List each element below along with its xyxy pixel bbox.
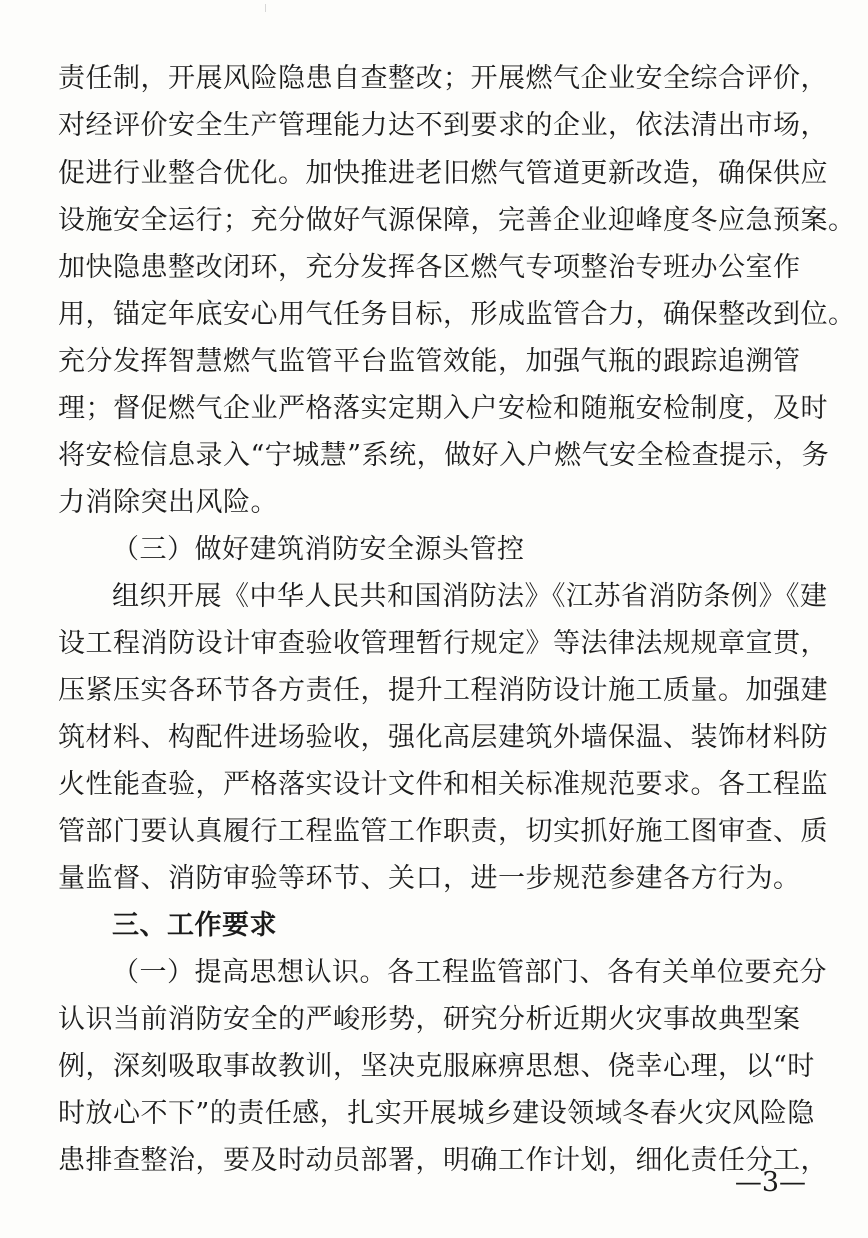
paragraph-line: 火性能查验，严格落实设计文件和相关标准规范要求。各工程监: [58, 769, 828, 800]
paragraph-line: 管部门要认真履行工程监管工作职责，切实抓好施工图审查、质: [58, 816, 828, 847]
paragraph-line: 时放心不下”的责任感，扎实开展城乡建设领域冬春火灾风险隐: [58, 1098, 815, 1129]
paragraph-line: 组织开展《中华人民共和国消防法》《江苏省消防条例》《建: [112, 581, 828, 612]
paragraph-line: 加快隐患整改闭环，充分发挥各区燃气专项整治专班办公室作: [58, 252, 801, 283]
paragraph-line: 量监督、消防审验等环节、关口，进一步规范参建各方行为。: [58, 863, 801, 894]
paragraph-line: 设工程消防设计审查验收管理暂行规定》等法律法规规章宣贯，: [58, 628, 828, 659]
paragraph-line: 压紧压实各环节各方责任，提升工程消防设计施工质量。加强建: [58, 675, 828, 706]
paragraph-line: 认识当前消防安全的严峻形势，研究分析近期火灾事故典型案: [58, 1004, 801, 1035]
scan-mark: [265, 4, 266, 12]
paragraph-line: 充分发挥智慧燃气监管平台监管效能，加强气瓶的跟踪追溯管: [58, 346, 801, 377]
paragraph-line: 促进行业整合优化。加快推进老旧燃气管道更新改造，确保供应: [58, 158, 828, 189]
paragraph-line: 设施安全运行；充分做好气源保障，完善企业迎峰度冬应急预案。: [58, 205, 856, 236]
page-number: —3—: [734, 1167, 806, 1198]
paragraph-line: 责任制，开展风险隐患自查整改；开展燃气企业安全综合评价，: [58, 63, 828, 94]
paragraph-line: 对经评价安全生产管理能力达不到要求的企业，依法清出市场，: [58, 110, 828, 141]
paragraph-line: 用，锚定年底安心用气任务目标，形成监管合力，确保整改到位。: [58, 299, 856, 330]
paragraph-line: 理；督促燃气企业严格落实定期入户安检和随瓶安检制度，及时: [58, 393, 828, 424]
paragraph-line: 患排查整治，要及时动员部署，明确工作计划，细化责任分工，: [58, 1145, 828, 1176]
paragraph-line: 例，深刻吸取事故教训，坚决克服麻痹思想、侥幸心理，以“时: [58, 1051, 815, 1082]
section-subheading: （三）做好建筑消防安全源头管控: [112, 534, 525, 565]
paragraph-line: （一）提高思想认识。各工程监管部门、各有关单位要充分: [112, 957, 827, 988]
section-heading: 三、工作要求: [112, 910, 277, 941]
paragraph-line: 将安检信息录入“宁城慧”系统，做好入户燃气安全检查提示，务: [58, 440, 830, 471]
paragraph-line: 力消除突出风险。: [58, 487, 278, 518]
paragraph-line: 筑材料、构配件进场验收，强化高层建筑外墙保温、装饰材料防: [58, 722, 828, 753]
